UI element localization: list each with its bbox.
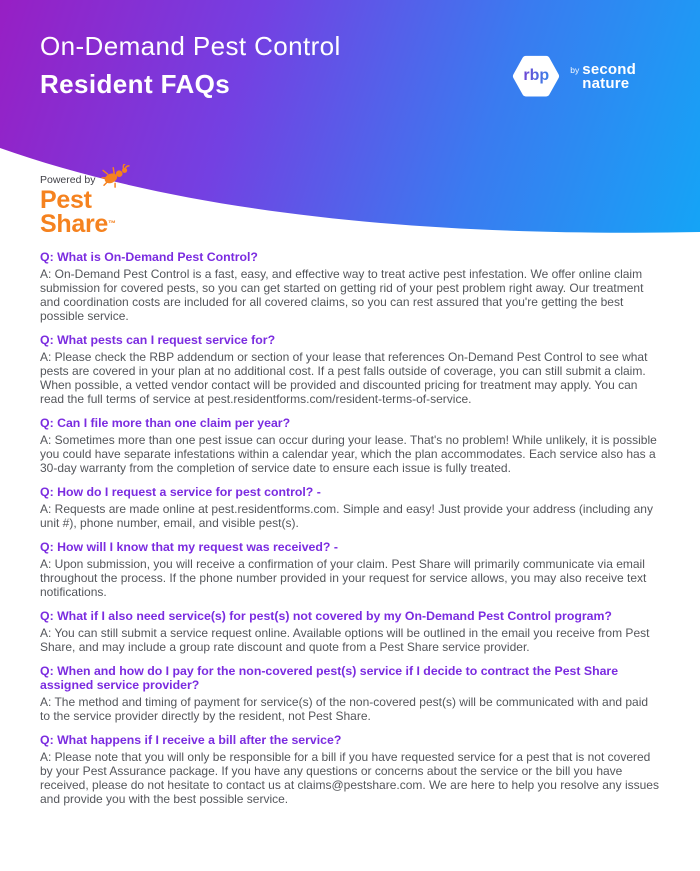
faq-answer: A: You can still submit a service request online. Available options will be outlined in the email you receive from Pest Share, and may include a group rate discount and quote from a Pest Share service provider. (40, 626, 650, 654)
header-text (40, 31, 341, 100)
faq-item (40, 250, 660, 323)
faq-question: Q: What is On-Demand Pest Control? (40, 250, 258, 264)
faq-item (40, 485, 660, 530)
faq-item (40, 333, 660, 406)
faq-answer: A: Upon submission, you will receive a confirmation of your claim. Pest Share will primarily communicate via email throughout the process. If the phone number provided in your request for service allows, you may also receive text notifications. (40, 557, 647, 599)
pest-share-logo (40, 164, 131, 236)
pest-share-word-share (40, 212, 131, 236)
trademark-symbol: ™ (107, 219, 116, 228)
faq-question: Q: When and how do I pay for the non-covered pest(s) service if I decide to contract the Pest Share assigned service provider? (40, 664, 619, 692)
faq-answer: A: Please check the RBP addendum or section of your lease that references On-Demand Pest Control to see what pests are covered in your plan at no additional cost. If a pest falls outside of coverage, you can still submit a claim. When possible, a vetted vendor contact will be provided and discounted pricing for treatment may apply. You can read the full terms of service at pest.residentforms.com/resident-terms-of-service. (40, 350, 648, 406)
faq-answer: A: Sometimes more than one pest issue can occur during your lease. That's no problem! While unlikely, it is possible you could have separate infestations within a calendar year, which the plan accommodates. Each service also has a 30-day warranty from the completion of service date to ensure each issue is fully treated. (40, 433, 657, 475)
pest-share-word-pest: Pest (40, 186, 92, 214)
second-nature-by-text: by (570, 64, 580, 75)
powered-by-label: Powered by (40, 174, 96, 186)
faq-question: Q: What happens if I receive a bill after the service? (40, 733, 342, 747)
faq-item (40, 609, 660, 654)
second-nature-word-top: second (582, 60, 636, 78)
page-title: On-Demand Pest Control (40, 31, 341, 61)
faq-answer: A: Please note that you will only be responsible for a bill if you have requested service for a pest that is not covered by your Pest Assurance package. If you have any questions or concerns about the service or the bill you have received, please do not hesitate to contact us at claims@pestshare.com. We are here to help you resolve any issues and provide you with the best possible service. (40, 750, 659, 806)
faq-item (40, 733, 660, 806)
faq-item (40, 664, 660, 723)
faq-answer: A: On-Demand Pest Control is a fast, easy, and effective way to treat active pest infestation. We offer online claim submission for covered pests, so you can get started on getting rid of your pest problem right away. Our treatment and coordination costs are included for all covered claims, so you can rest assured that you're getting the best possible service. (40, 267, 644, 323)
rbp-logo (512, 54, 560, 98)
faq-question: Q: How do I request a service for pest control? - (40, 485, 321, 499)
faq-question: Q: Can I file more than one claim per year? (40, 416, 291, 430)
rbp-second-nature-logo (512, 54, 636, 98)
page-subtitle: Resident FAQs (40, 69, 231, 99)
faq-question: Q: How will I know that my request was received? - (40, 540, 338, 554)
faq-question: Q: What pests can I request service for? (40, 333, 276, 347)
second-nature-logo (570, 60, 636, 92)
second-nature-word-bottom: nature (582, 74, 630, 92)
rbp-logo-text: rbp (512, 54, 560, 98)
bug-icon (101, 164, 131, 188)
faq-question: Q: What if I also need service(s) for pest(s) not covered by my On-Demand Pest Control program? (40, 609, 612, 623)
faq-answer: A: The method and timing of payment for service(s) of the non-covered pest(s) will be communicated with and paid to the service provider directly by the resident, not Pest Share. (40, 695, 649, 723)
faq-item (40, 416, 660, 475)
header (0, 0, 700, 248)
faq-answer: A: Requests are made online at pest.residentforms.com. Simple and easy! Just provide your address (including any unit #), phone number, email, and visible pest(s). (40, 502, 653, 530)
pest-share-share-text: Share (40, 210, 108, 238)
faq-item (40, 540, 660, 599)
faq-list (0, 248, 700, 806)
